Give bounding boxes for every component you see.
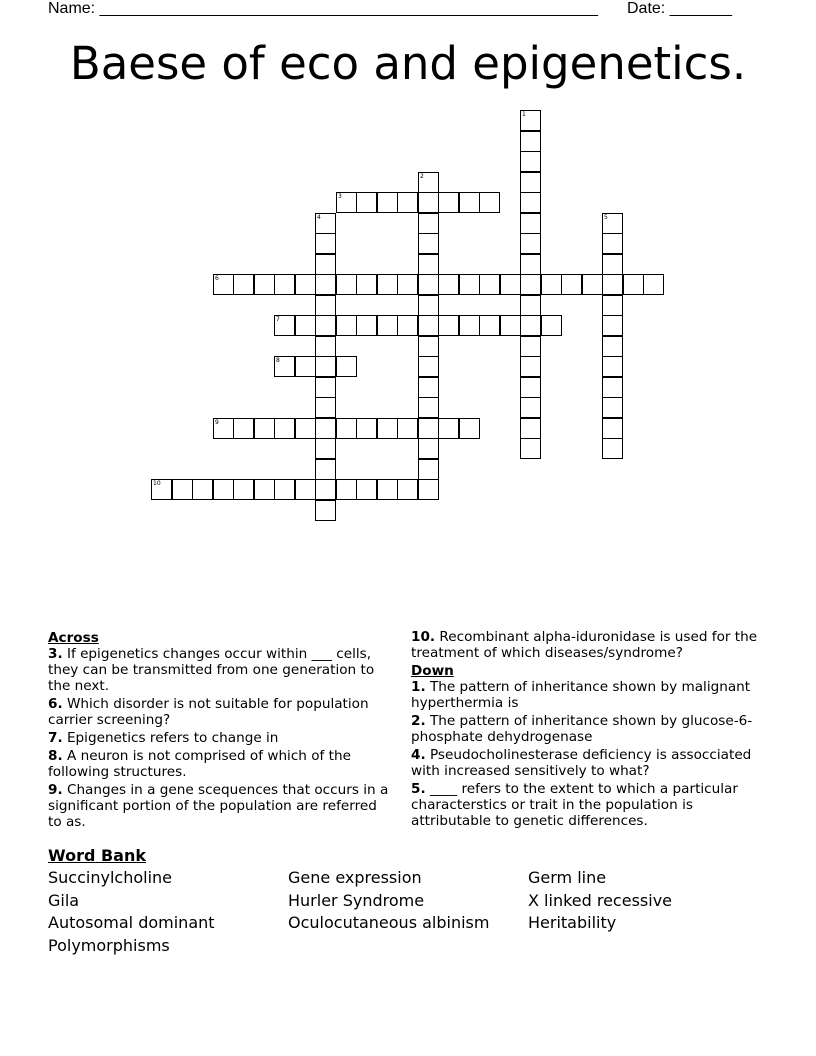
grid-cell[interactable] — [192, 479, 213, 500]
grid-cell[interactable] — [356, 192, 377, 213]
grid-cell[interactable] — [520, 356, 541, 377]
across-clue-10: 10. Recombinant alpha-iduronidase is used for the treatment of which diseases/syndrome? — [411, 629, 758, 661]
word-bank-column — [528, 867, 672, 935]
grid-cell[interactable] — [602, 274, 623, 295]
grid-cell[interactable] — [315, 254, 336, 275]
grid-cell[interactable] — [418, 213, 439, 234]
grid-cell[interactable] — [520, 377, 541, 398]
grid-cell[interactable] — [397, 479, 418, 500]
grid-cell[interactable] — [520, 315, 541, 336]
grid-cell[interactable] — [213, 418, 234, 439]
grid-cell[interactable] — [254, 418, 275, 439]
grid-cell[interactable] — [377, 479, 398, 500]
grid-cell[interactable] — [315, 274, 336, 295]
clue-number: 4 — [317, 214, 321, 221]
grid-cell[interactable] — [377, 418, 398, 439]
grid-cell[interactable] — [397, 192, 418, 213]
grid-cell[interactable] — [233, 274, 254, 295]
grid-cell[interactable] — [520, 131, 541, 152]
grid-cell[interactable] — [274, 274, 295, 295]
grid-cell[interactable] — [459, 274, 480, 295]
grid-cell[interactable] — [520, 192, 541, 213]
down-clue-2: 2. The pattern of inheritance shown by glucose-6-phosphate dehydrogenase — [411, 713, 753, 745]
grid-cell[interactable] — [315, 356, 336, 377]
grid-cell[interactable] — [418, 336, 439, 357]
grid-cell[interactable] — [602, 254, 623, 275]
grid-cell[interactable] — [582, 274, 603, 295]
grid-cell[interactable] — [295, 479, 316, 500]
grid-cell[interactable] — [336, 192, 357, 213]
grid-cell[interactable] — [500, 274, 521, 295]
clue-number: 3 — [338, 193, 342, 200]
page-title: Baese of eco and epigenetics. — [69, 37, 747, 90]
grid-cell[interactable] — [213, 274, 234, 295]
clue-number: 7 — [276, 316, 280, 323]
grid-cell[interactable] — [418, 274, 439, 295]
grid-cell[interactable] — [315, 295, 336, 316]
grid-cell[interactable] — [233, 418, 254, 439]
grid-cell[interactable] — [315, 500, 336, 521]
across-clue-9: 9. Changes in a gene scequences that occurs in a significant portion of the population are referred to as. — [48, 782, 389, 830]
grid-cell[interactable] — [336, 418, 357, 439]
word-bank-item: Gene expression — [288, 868, 422, 887]
grid-cell[interactable] — [602, 233, 623, 254]
grid-cell[interactable] — [418, 438, 439, 459]
down-clue-1: 1. The pattern of inheritance shown by malignant hyperthermia is — [411, 679, 751, 711]
grid-cell[interactable] — [151, 479, 172, 500]
grid-cell[interactable] — [418, 192, 439, 213]
grid-cell[interactable] — [520, 274, 541, 295]
grid-cell[interactable] — [418, 295, 439, 316]
grid-cell[interactable] — [295, 418, 316, 439]
down-clue-4: 4. Pseudocholinesterase deficiency is assocciated with increased sensitively to what? — [411, 747, 752, 779]
grid-cell[interactable] — [377, 274, 398, 295]
grid-cell[interactable] — [356, 315, 377, 336]
grid-cell[interactable] — [336, 356, 357, 377]
word-bank-item: Oculocutaneous albinism — [288, 913, 490, 932]
word-bank-item: X linked recessive — [528, 890, 672, 910]
down-heading: Down — [411, 663, 454, 679]
grid-cell[interactable] — [233, 479, 254, 500]
grid-cell[interactable] — [602, 213, 623, 234]
across-heading: Across — [48, 630, 99, 646]
word-bank-item: Hurler Syndrome — [288, 890, 425, 910]
word-bank-column — [288, 867, 489, 935]
grid-cell[interactable] — [520, 295, 541, 316]
grid-cell[interactable] — [602, 315, 623, 336]
grid-cell[interactable] — [274, 315, 295, 336]
across-clue-3: 3. If epigenetics changes occur within ___ cells, they can be transmitted from one generation to the next. — [48, 646, 375, 694]
word-bank-heading: Word Bank — [48, 846, 147, 865]
clue-number: 9 — [215, 419, 219, 426]
grid-cell[interactable] — [397, 274, 418, 295]
grid-cell[interactable] — [438, 192, 459, 213]
grid-cell[interactable] — [315, 479, 336, 500]
grid-cell[interactable] — [561, 274, 582, 295]
grid-cell[interactable] — [418, 377, 439, 398]
date-field: Date: _______ — [627, 0, 732, 17]
grid-cell[interactable] — [418, 233, 439, 254]
grid-cell[interactable] — [459, 192, 480, 213]
clue-number: 8 — [276, 357, 280, 364]
across-clue-8: 8. A neuron is not comprised of which of the following structures. — [48, 748, 351, 780]
grid-cell[interactable] — [602, 438, 623, 459]
grid-cell[interactable] — [418, 315, 439, 336]
grid-cell[interactable] — [479, 315, 500, 336]
grid-cell[interactable] — [418, 459, 439, 480]
clue-number: 5 — [604, 214, 608, 221]
clue-number: 1 — [522, 111, 526, 118]
grid-cell[interactable] — [418, 418, 439, 439]
grid-cell[interactable] — [315, 336, 336, 357]
grid-cell[interactable] — [397, 315, 418, 336]
clues-left-column — [48, 629, 390, 832]
grid-cell[interactable] — [418, 356, 439, 377]
grid-cell[interactable] — [520, 336, 541, 357]
across-clue-7: 7. Epigenetics refers to change in — [48, 730, 279, 746]
grid-cell[interactable] — [418, 397, 439, 418]
grid-cell[interactable] — [520, 233, 541, 254]
grid-cell[interactable] — [377, 315, 398, 336]
grid-cell[interactable] — [438, 418, 459, 439]
grid-cell[interactable] — [274, 356, 295, 377]
grid-cell[interactable] — [520, 172, 541, 193]
grid-cell[interactable] — [520, 254, 541, 275]
word-bank-item: Polymorphisms — [48, 935, 170, 955]
grid-cell[interactable] — [254, 274, 275, 295]
clue-number: 6 — [215, 275, 219, 282]
grid-cell[interactable] — [418, 172, 439, 193]
grid-cell[interactable] — [459, 315, 480, 336]
grid-cell[interactable] — [315, 213, 336, 234]
down-clue-5: 5. ____ refers to the extent to which a particular characterstics or trait in the population is attributable to genetic differences. — [411, 781, 738, 829]
across-clue-6: 6. Which disorder is not suitable for population carrier screening? — [48, 696, 369, 728]
grid-cell[interactable] — [356, 479, 377, 500]
grid-cell[interactable] — [213, 479, 234, 500]
clue-number: 2 — [420, 173, 424, 180]
grid-cell[interactable] — [418, 479, 439, 500]
grid-cell[interactable] — [356, 274, 377, 295]
grid-cell[interactable] — [295, 356, 316, 377]
grid-cell[interactable] — [643, 274, 664, 295]
clues-right-column — [411, 629, 776, 831]
word-bank-item: Heritability — [528, 913, 617, 932]
grid-cell[interactable] — [459, 418, 480, 439]
grid-cell[interactable] — [336, 479, 357, 500]
clue-number: 10 — [153, 480, 161, 487]
grid-cell[interactable] — [397, 418, 418, 439]
grid-cell[interactable] — [602, 377, 623, 398]
grid-cell[interactable] — [274, 479, 295, 500]
grid-cell[interactable] — [295, 274, 316, 295]
grid-cell[interactable] — [602, 397, 623, 418]
grid-cell[interactable] — [602, 418, 623, 439]
grid-cell[interactable] — [520, 397, 541, 418]
grid-cell[interactable] — [315, 418, 336, 439]
word-bank-item: Succinylcholine — [48, 868, 172, 887]
grid-cell[interactable] — [356, 418, 377, 439]
grid-cell[interactable] — [520, 438, 541, 459]
word-bank-item: Germ line — [528, 868, 607, 887]
grid-cell[interactable] — [315, 459, 336, 480]
grid-cell[interactable] — [315, 233, 336, 254]
grid-cell[interactable] — [602, 356, 623, 377]
grid-cell[interactable] — [172, 479, 193, 500]
grid-cell[interactable] — [520, 418, 541, 439]
grid-cell[interactable] — [315, 397, 336, 418]
grid-cell[interactable] — [479, 274, 500, 295]
word-bank-column — [48, 867, 215, 957]
grid-cell[interactable] — [500, 315, 521, 336]
grid-cell[interactable] — [315, 377, 336, 398]
grid-cell[interactable] — [254, 479, 275, 500]
grid-cell[interactable] — [602, 336, 623, 357]
grid-cell[interactable] — [479, 192, 500, 213]
grid-cell[interactable] — [520, 151, 541, 172]
grid-cell[interactable] — [336, 274, 357, 295]
grid-cell[interactable] — [315, 315, 336, 336]
grid-cell[interactable] — [438, 274, 459, 295]
grid-cell[interactable] — [520, 213, 541, 234]
grid-cell[interactable] — [377, 192, 398, 213]
grid-cell[interactable] — [602, 295, 623, 316]
name-field: Name: ________________________________________________________ — [48, 0, 598, 17]
grid-cell[interactable] — [295, 315, 316, 336]
grid-cell[interactable] — [623, 274, 644, 295]
grid-cell[interactable] — [336, 315, 357, 336]
grid-cell[interactable] — [418, 254, 439, 275]
grid-cell[interactable] — [274, 418, 295, 439]
grid-cell[interactable] — [315, 438, 336, 459]
grid-cell[interactable] — [541, 315, 562, 336]
grid-cell[interactable] — [438, 315, 459, 336]
grid-cell[interactable] — [520, 110, 541, 131]
word-bank-item: Gila — [48, 890, 80, 910]
word-bank-item: Autosomal dominant — [48, 913, 215, 932]
grid-cell[interactable] — [541, 274, 562, 295]
